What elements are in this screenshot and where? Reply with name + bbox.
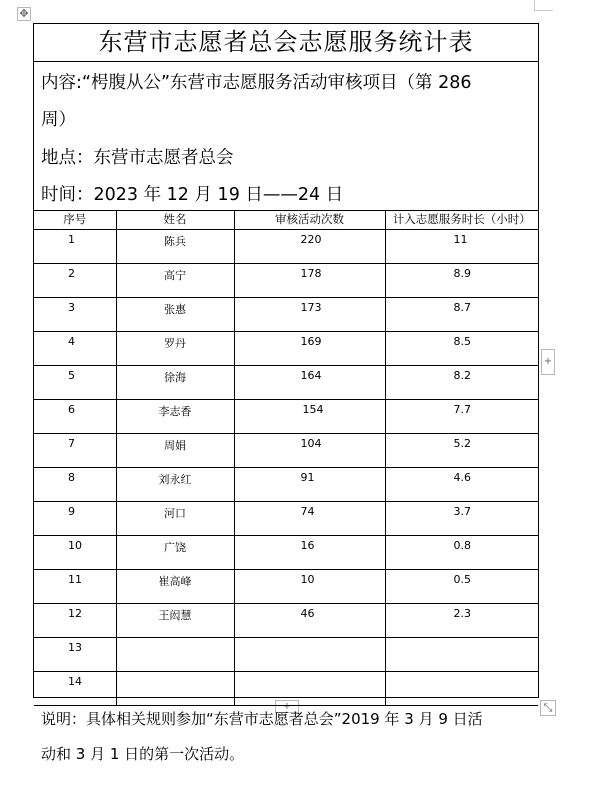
cell-hours <box>385 672 538 706</box>
header-no: 序号 <box>34 211 116 230</box>
cell-no: 12 <box>34 604 116 638</box>
table-row <box>34 434 538 468</box>
cell-count: 46 <box>234 604 385 638</box>
cell-hours: 8.7 <box>385 298 538 332</box>
cell-hours: 0.5 <box>385 570 538 604</box>
table-row <box>34 264 538 298</box>
cell-hours: 0.8 <box>385 536 538 570</box>
cell-count <box>234 672 385 706</box>
table-row <box>34 298 538 332</box>
cell-no: 11 <box>34 570 116 604</box>
cell-name: 周娟 <box>116 434 234 468</box>
info-time: 时间：2023 年 12 月 19 日——24 日 <box>41 185 344 205</box>
table-row <box>34 536 538 570</box>
cell-no: 13 <box>34 638 116 672</box>
cell-count: 104 <box>234 434 385 468</box>
cell-name: 高宁 <box>116 264 234 298</box>
cell-count <box>234 638 385 672</box>
cell-no: 4 <box>34 332 116 366</box>
cell-name: 罗丹 <box>116 332 234 366</box>
table-row <box>34 400 538 434</box>
cell-hours: 4.6 <box>385 468 538 502</box>
cell-name: 徐海 <box>116 366 234 400</box>
cell-count: 154 <box>234 400 385 434</box>
cell-count: 220 <box>234 230 385 264</box>
table-row <box>34 638 538 672</box>
table-row <box>34 332 538 366</box>
cell-name: 李志香 <box>116 400 234 434</box>
cell-no: 7 <box>34 434 116 468</box>
info-place: 地点：东营市志愿者总会 <box>41 148 234 168</box>
cell-no: 10 <box>34 536 116 570</box>
table-row <box>34 502 538 536</box>
cell-no: 9 <box>34 502 116 536</box>
cell-name <box>116 672 234 706</box>
cell-no: 3 <box>34 298 116 332</box>
cell-name: 陈兵 <box>116 230 234 264</box>
cell-name <box>116 638 234 672</box>
note-line2: 动和 3 月 1 日的第一次活动。 <box>41 745 245 763</box>
cell-name: 张惠 <box>116 298 234 332</box>
table-row <box>34 468 538 502</box>
cell-hours: 8.2 <box>385 366 538 400</box>
cell-count: 16 <box>234 536 385 570</box>
cell-no: 2 <box>34 264 116 298</box>
cell-count: 91 <box>234 468 385 502</box>
cell-name: 王闳慧 <box>116 604 234 638</box>
table-header-row <box>34 211 538 230</box>
statistics-table-frame <box>33 23 539 698</box>
header-name: 姓名 <box>116 211 234 230</box>
cell-name: 河口 <box>116 502 234 536</box>
info-content-line1: 内容:“枵腹从公”东营市志愿服务活动审核项目（第 286 <box>41 73 472 93</box>
page-corner-mark-right <box>534 0 553 11</box>
cell-name: 崔高峰 <box>116 570 234 604</box>
table-resize-handle-icon[interactable]: ⤡ <box>540 700 556 716</box>
header-count: 审核活动次数 <box>234 211 385 230</box>
cell-no: 8 <box>34 468 116 502</box>
info-content-line2: 周） <box>41 110 76 130</box>
cell-count: 169 <box>234 332 385 366</box>
table-row <box>34 604 538 638</box>
cell-name: 刘永红 <box>116 468 234 502</box>
cell-hours: 7.7 <box>385 400 538 434</box>
volunteer-stats-table <box>34 210 538 706</box>
table-row <box>34 672 538 706</box>
cell-hours <box>385 638 538 672</box>
cell-count: 10 <box>234 570 385 604</box>
table-move-handle-icon[interactable]: ✥ <box>17 7 31 21</box>
table-row <box>34 230 538 264</box>
cell-no: 6 <box>34 400 116 434</box>
cell-hours: 3.7 <box>385 502 538 536</box>
cell-count: 173 <box>234 298 385 332</box>
page-title: 东营市志愿者总会志愿服务统计表 <box>34 24 538 62</box>
table-row <box>34 570 538 604</box>
cell-no: 5 <box>34 366 116 400</box>
cell-hours: 8.5 <box>385 332 538 366</box>
cell-count: 178 <box>234 264 385 298</box>
table-row <box>34 366 538 400</box>
cell-hours: 11 <box>385 230 538 264</box>
cell-hours: 8.9 <box>385 264 538 298</box>
add-column-handle-icon[interactable]: + <box>541 349 555 375</box>
cell-count: 74 <box>234 502 385 536</box>
note-line1: 说明：具体相关规则参加“东营市志愿者总会”2019 年 3 月 9 日活 <box>41 710 483 728</box>
cell-hours: 2.3 <box>385 604 538 638</box>
cell-no: 1 <box>34 230 116 264</box>
cell-name: 广饶 <box>116 536 234 570</box>
cell-count: 164 <box>234 366 385 400</box>
add-row-handle-icon[interactable]: + <box>275 700 299 713</box>
header-hours: 计入志愿服务时长（小时） <box>385 211 538 230</box>
cell-no: 14 <box>34 672 116 706</box>
cell-hours: 5.2 <box>385 434 538 468</box>
